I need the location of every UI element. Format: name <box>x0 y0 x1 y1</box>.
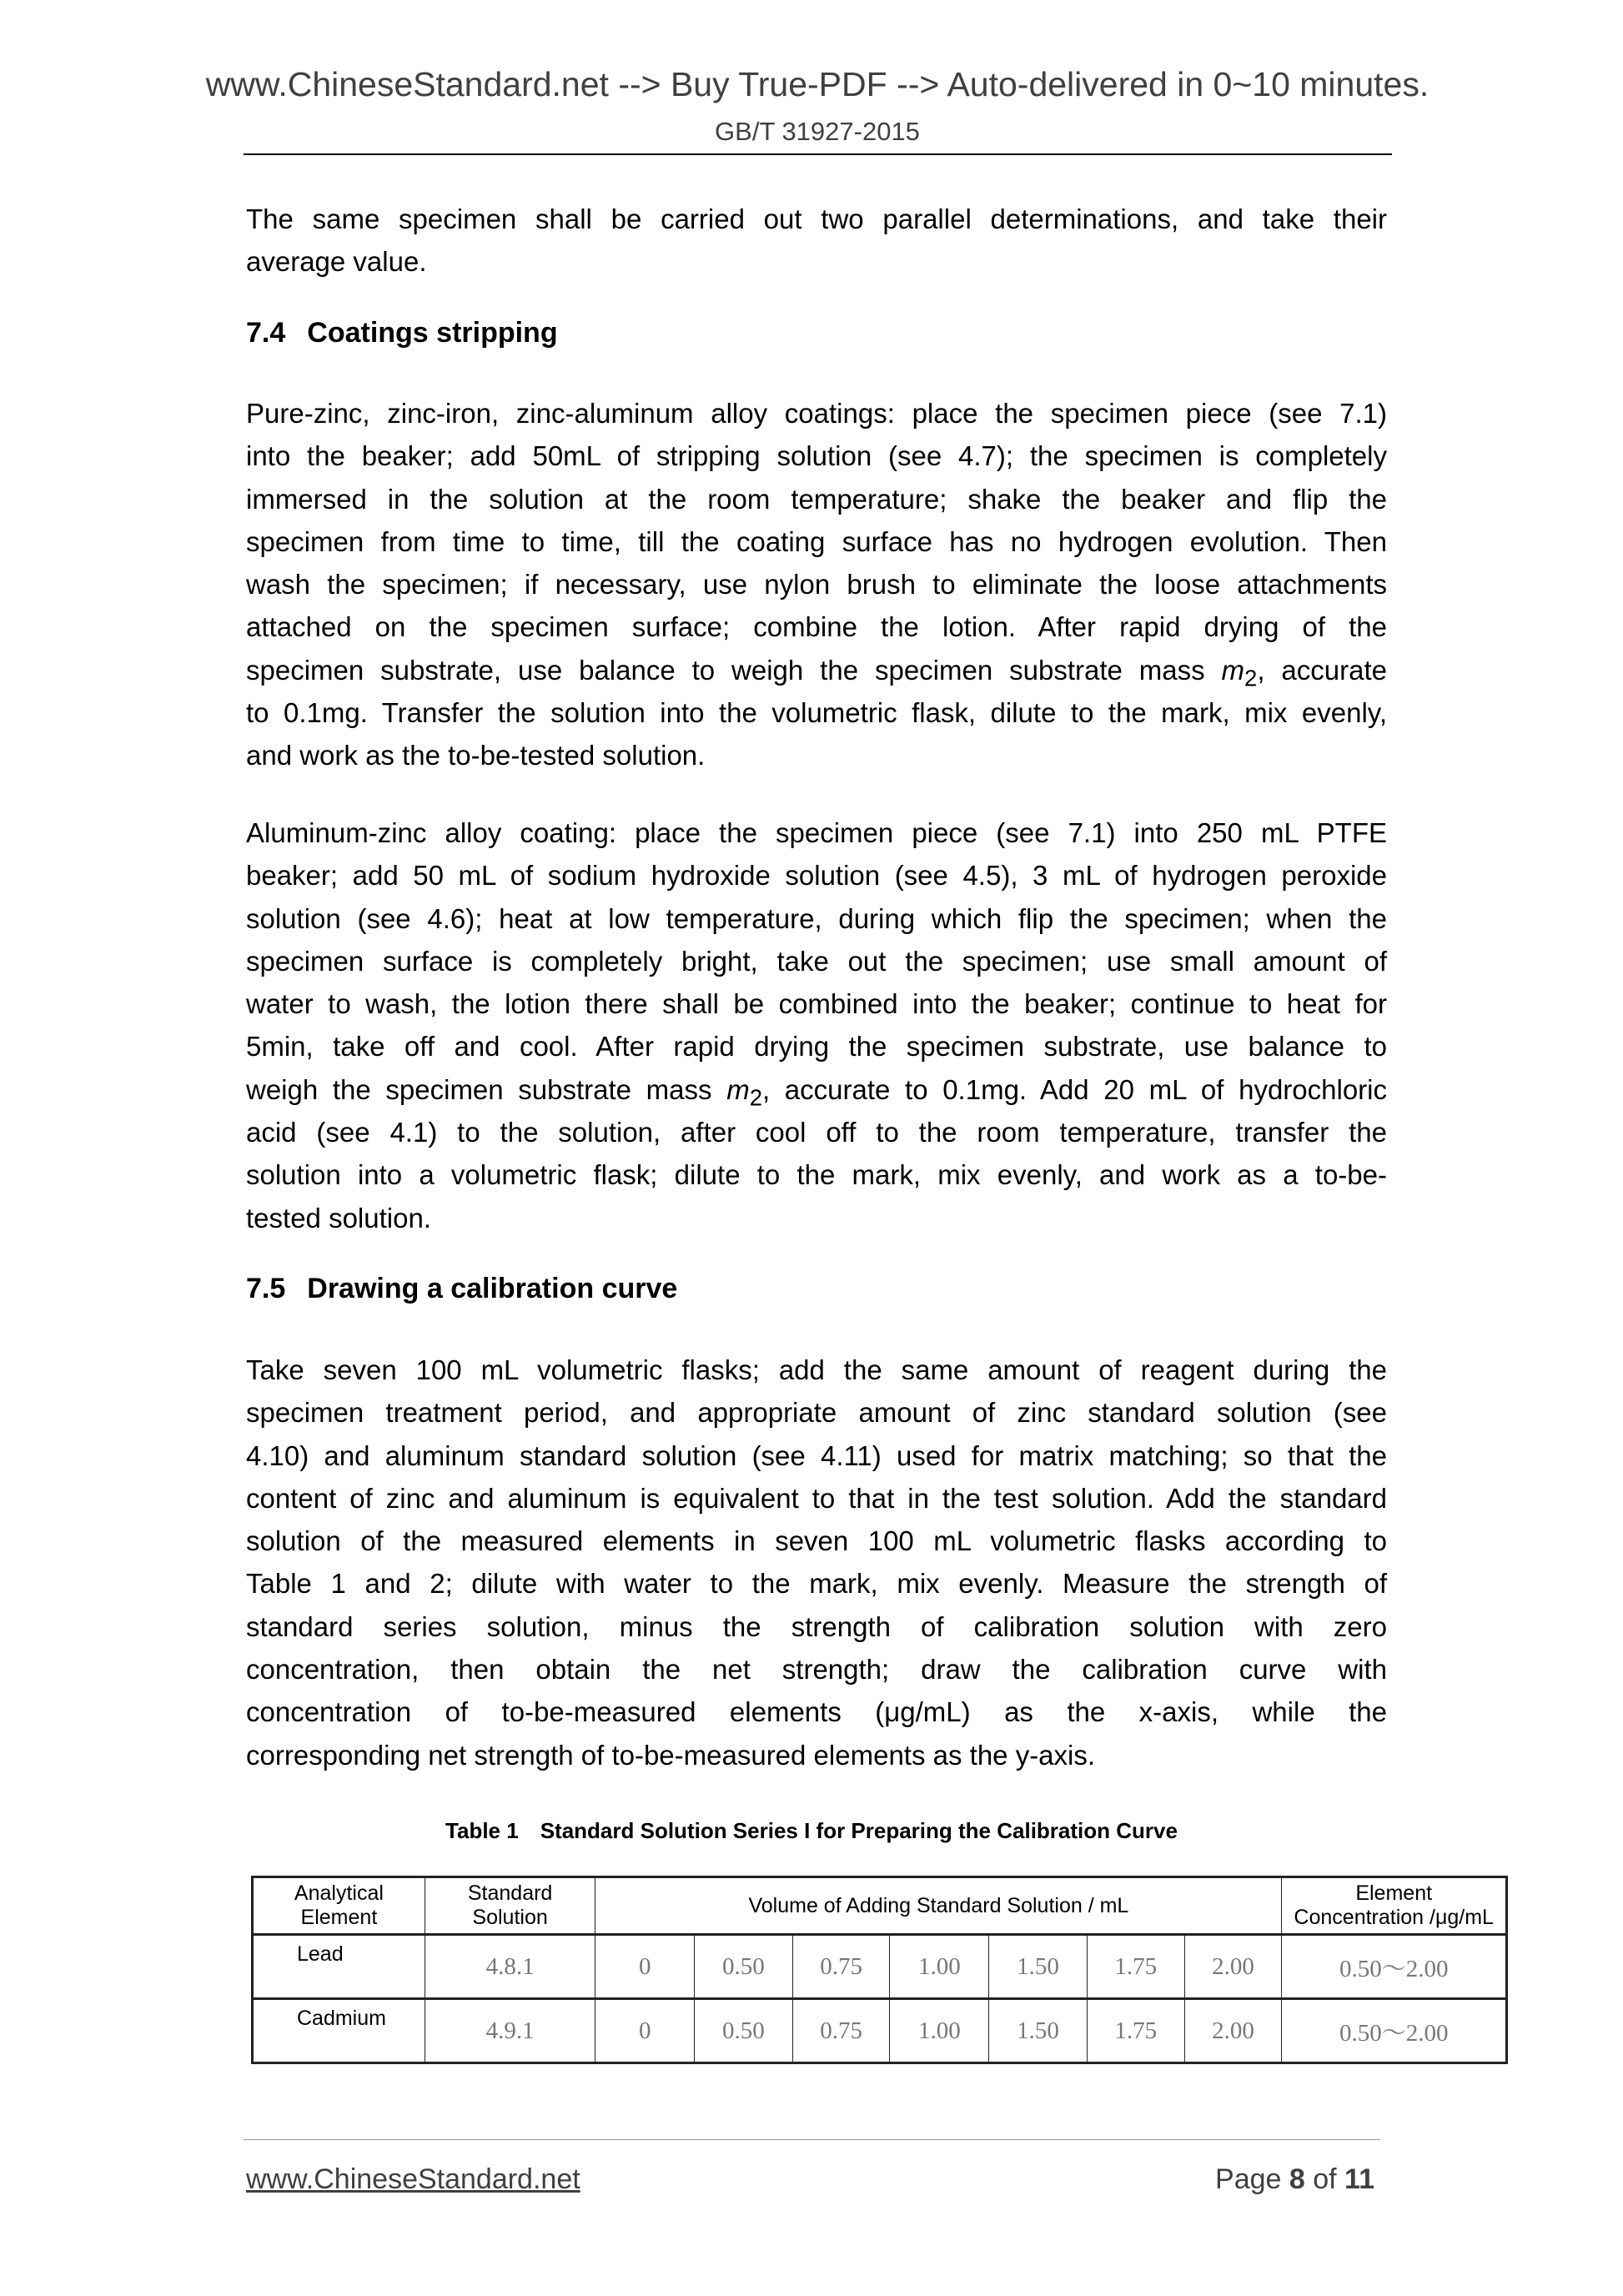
header-text: Concentration /μg/mL <box>1294 1906 1494 1929</box>
cell-volume: 0.75 <box>792 1999 890 2063</box>
footer-rule <box>244 2139 1380 2140</box>
section-heading-7-5 <box>246 1273 677 1305</box>
paragraph-coatings-stripping-2 <box>246 811 1387 1239</box>
page-number <box>1215 2163 1374 2196</box>
text-line: 5min, take off and cool. After rapid drying the specimen substrate, use balance to <box>246 1031 1387 1063</box>
cell-volume: 0 <box>595 1999 695 2063</box>
text-line: to 0.1mg. Transfer the solution into the volumetric flask, dilute to the mark, mix evenly, <box>246 697 1387 729</box>
cell-solution: 4.9.1 <box>425 1999 595 2063</box>
text-line: attached on the specimen surface; combine the lotion. After rapid drying of the <box>246 611 1387 643</box>
cell-volume: 1.00 <box>890 1999 989 2063</box>
text-line: concentration of to-be-measured elements (μg/mL) as the x-axis, while the <box>246 1696 1387 1728</box>
text-line: solution into a volumetric flask; dilute to the mark, mix evenly, and work as a to-be- <box>246 1159 1387 1191</box>
text-line: standard series solution, minus the strength of calibration solution with zero <box>246 1610 1387 1642</box>
page-label: Page <box>1215 2163 1289 2195</box>
header-volume: Volume of Adding Standard Solution / mL <box>595 1877 1282 1935</box>
section-number: 7.5 <box>246 1273 286 1304</box>
table-header-row <box>253 1877 1507 1935</box>
cell-volume: 1.00 <box>890 1935 989 1999</box>
section-title: Coatings stripping <box>307 317 558 349</box>
cell-element: Lead <box>253 1935 425 1999</box>
text-line: corresponding net strength of to-be-measured elements as the y-axis. <box>246 1739 1096 1771</box>
variable-subscript: 2 <box>1244 665 1258 691</box>
table-title: Standard Solution Series I for Preparing the Calibration Curve <box>540 1818 1178 1843</box>
cell-volume: 0.50 <box>694 1999 792 2063</box>
text-line: Take seven 100 mL volumetric flasks; add the same amount of reagent during the <box>246 1354 1387 1385</box>
text-line <box>246 1068 1387 1111</box>
text-line: tested solution. <box>246 1202 431 1233</box>
cell-concentration: 0.50～2.00 <box>1282 1999 1507 2063</box>
text-segment: weigh the specimen substrate mass <box>246 1073 727 1105</box>
text-segment: , accurate to 0.1mg. Add 20 mL of hydrochloric <box>761 1073 1387 1105</box>
header-text: Standard <box>467 1882 553 1905</box>
text-line: solution of the measured elements in seven 100 mL volumetric flasks according to <box>246 1525 1387 1557</box>
text-line <box>246 649 1387 691</box>
text-line: average value. <box>246 246 427 278</box>
text-line: The same specimen shall be carried out two parallel determinations, and take their <box>246 203 1387 234</box>
cell-volume: 0.50 <box>694 1935 792 1999</box>
header-concentration <box>1282 1877 1507 1935</box>
cell-volume: 2.00 <box>1184 1935 1282 1999</box>
cell-concentration: 0.50～2.00 <box>1282 1935 1507 1999</box>
text-segment: specimen substrate, use balance to weigh the specimen substrate mass <box>246 654 1222 686</box>
header-rule <box>244 153 1392 155</box>
table-row <box>253 1999 1507 2063</box>
header-banner: www.ChineseStandard.net --> Buy True-PDF --> Auto-delivered in 0~10 minutes. <box>205 65 1430 103</box>
header-analytical-element <box>253 1877 425 1935</box>
section-number: 7.4 <box>246 317 286 349</box>
cell-volume: 0 <box>595 1935 695 1999</box>
header-text: Element <box>1355 1882 1433 1905</box>
text-line: Aluminum-zinc alloy coating: place the specimen piece (see 7.1) into 250 mL PTFE <box>246 817 1387 848</box>
header-standard-solution <box>425 1877 595 1935</box>
total-pages: 11 <box>1344 2163 1374 2195</box>
text-line: Table 1 and 2; dilute with water to the mark, mix evenly. Measure the strength of <box>246 1568 1387 1600</box>
text-line: specimen treatment period, and appropriate amount of zinc standard solution (see <box>246 1397 1387 1429</box>
cell-volume: 2.00 <box>1184 1999 1282 2063</box>
table-row <box>253 1935 1507 1999</box>
variable-mass: m <box>726 1073 750 1105</box>
header-text: Element <box>300 1906 378 1929</box>
text-line: into the beaker; add 50mL of stripping solution (see 4.7); the specimen is completely <box>246 440 1387 472</box>
table-number: Table 1 <box>445 1818 519 1843</box>
footer-website-link[interactable]: www.ChineseStandard.net <box>246 2163 580 2195</box>
text-line: immersed in the solution at the room temperature; shake the beaker and flip the <box>246 483 1387 515</box>
text-line: beaker; add 50 mL of sodium hydroxide solution (see 4.5), 3 mL of hydrogen peroxide <box>246 860 1387 892</box>
text-line: and work as the to-be-tested solution. <box>246 740 706 771</box>
header-text: Solution <box>472 1906 548 1929</box>
standard-solution-table <box>251 1876 1508 2064</box>
variable-mass: m <box>1221 654 1245 686</box>
paragraph-coatings-stripping-1 <box>246 392 1387 777</box>
variable-subscript: 2 <box>749 1084 762 1111</box>
text-line: water to wash, the lotion there shall be combined into the beaker; continue to heat for <box>246 988 1387 1020</box>
text-line: 4.10) and aluminum standard solution (see 4.11) used for matrix matching; so that the <box>246 1439 1387 1471</box>
cell-volume: 0.75 <box>792 1935 890 1999</box>
text-line: wash the specimen; if necessary, use nylon brush to eliminate the loose attachments <box>246 569 1387 600</box>
document-id: GB/T 31927-2015 <box>715 117 920 146</box>
paragraph-intro <box>246 198 1387 284</box>
section-title: Drawing a calibration curve <box>307 1273 678 1304</box>
text-line: Pure-zinc, zinc-iron, zinc-aluminum alloy coatings: place the specimen piece (see 7.1) <box>246 398 1387 429</box>
text-line: acid (see 4.1) to the solution, after cool off to the room temperature, transfer the <box>246 1117 1387 1148</box>
text-segment: , accurate <box>1257 654 1387 686</box>
cell-solution: 4.8.1 <box>425 1935 595 1999</box>
cell-volume: 1.50 <box>989 1999 1088 2063</box>
current-page: 8 <box>1289 2163 1305 2195</box>
cell-volume: 1.75 <box>1087 1999 1184 2063</box>
text-line: solution (see 4.6); heat at low temperature, during which flip the specimen; when the <box>246 902 1387 934</box>
text-line: specimen from time to time, till the coating surface has no hydrogen evolution. Then <box>246 525 1387 557</box>
text-line: content of zinc and aluminum is equivalent to that in the test solution. Add the standard <box>246 1482 1387 1514</box>
cell-element: Cadmium <box>253 1999 425 2063</box>
table-caption <box>0 1818 1623 1844</box>
page-of: of <box>1304 2163 1345 2195</box>
paragraph-calibration-curve <box>246 1349 1387 1776</box>
text-line: concentration, then obtain the net strength; draw the calibration curve with <box>246 1654 1387 1686</box>
text-line: specimen surface is completely bright, take out the specimen; use small amount of <box>246 945 1387 977</box>
header-text: Analytical <box>294 1882 384 1905</box>
cell-volume: 1.75 <box>1087 1935 1184 1999</box>
section-heading-7-4 <box>246 317 558 349</box>
cell-volume: 1.50 <box>989 1935 1088 1999</box>
